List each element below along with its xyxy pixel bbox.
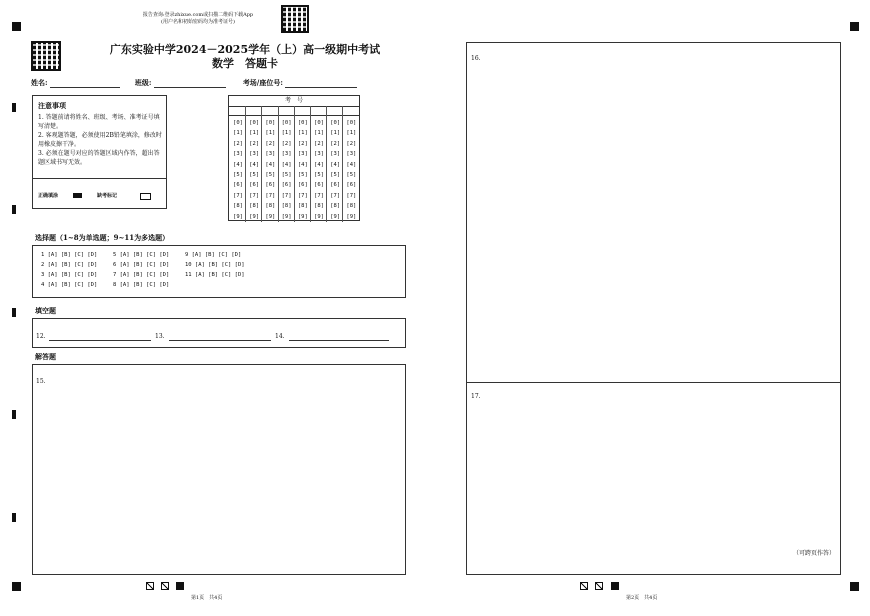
exam-id-column-divider: [342, 106, 343, 222]
q14-answer-line[interactable]: [289, 340, 389, 341]
registration-mark: [12, 22, 21, 31]
timing-mark: [12, 308, 16, 317]
name-field[interactable]: [50, 79, 120, 88]
choice-question-row[interactable]: 2 [A] [B] [C] [D]: [41, 262, 98, 268]
q12-label: 12.: [36, 333, 46, 340]
exam-id-digit-bubble[interactable]: [3]: [330, 151, 341, 158]
choice-question-row[interactable]: 11 [A] [B] [C] [D]: [185, 272, 245, 278]
notes-box: [32, 95, 167, 209]
exam-id-digit-bubble[interactable]: [5]: [233, 172, 243, 179]
exam-id-digit-bubble[interactable]: [4]: [314, 161, 324, 168]
exam-id-digit-bubble[interactable]: [1]: [346, 130, 357, 137]
exam-id-column-divider: [310, 106, 311, 222]
exam-id-digit-bubble[interactable]: [7]: [330, 192, 341, 199]
notice-line-2: (用户名和初始密码均为准考证号): [161, 19, 235, 25]
choice-heading: 选择题（1~8为单选题；9~11为多选题）: [35, 233, 170, 242]
exam-id-digit-bubble[interactable]: [3]: [346, 151, 357, 158]
timing-mark: [12, 103, 16, 112]
exam-id-digit-bubble[interactable]: [4]: [330, 161, 341, 168]
exam-id-column: [311, 118, 327, 222]
exam-id-digit-bubble[interactable]: [6]: [249, 182, 260, 189]
exam-id-digit-bubble[interactable]: [7]: [346, 192, 357, 199]
exam-id-digit-bubble[interactable]: [7]: [249, 192, 260, 199]
exam-id-digit-bubble[interactable]: [0]: [330, 120, 341, 126]
exam-id-digit-bubble[interactable]: [4]: [249, 161, 260, 168]
exam-id-digit-bubble[interactable]: [3]: [249, 151, 260, 158]
fill-heading: 填空题: [35, 306, 56, 315]
page-mark-box: [146, 582, 154, 590]
exam-id-digit-bubble[interactable]: [1]: [265, 130, 276, 137]
exam-id-digit-bubble[interactable]: [2]: [330, 140, 341, 147]
registration-mark: [12, 582, 21, 591]
notes-divider: [33, 178, 166, 179]
exam-id-digit-bubble[interactable]: [9]: [314, 213, 324, 220]
exam-id-digit-bubble[interactable]: [4]: [297, 161, 308, 168]
exam-id-column-divider: [245, 106, 246, 222]
choice-box: [32, 245, 406, 298]
name-label: 姓名:: [31, 78, 48, 87]
exam-id-digit-bubble[interactable]: [8]: [265, 203, 276, 210]
choice-question-row[interactable]: 3 [A] [B] [C] [D]: [41, 272, 98, 278]
exam-id-digit-columns: [230, 118, 360, 222]
exam-id-digit-bubble[interactable]: [2]: [297, 140, 308, 147]
timing-mark: [12, 513, 16, 522]
exam-id-digit-bubble[interactable]: [9]: [249, 213, 260, 220]
choice-question-row[interactable]: 5 [A] [B] [C] [D]: [113, 252, 170, 258]
missing-mark-label: 缺考标记: [97, 193, 118, 199]
notes-item-3: 3. 必须在题号对应的答题区域内作答，超出答题区域书写无效。: [38, 150, 160, 166]
exam-id-digit-bubble[interactable]: [0]: [314, 120, 324, 126]
notes-heading: 注意事项: [38, 101, 66, 110]
exam-id-digit-bubble[interactable]: [5]: [281, 172, 292, 179]
exam-id-digit-bubble[interactable]: [4]: [346, 161, 357, 168]
exam-id-digit-bubble[interactable]: [6]: [346, 182, 357, 189]
q17-answer-box[interactable]: [466, 382, 841, 575]
exam-id-digit-bubble[interactable]: [6]: [297, 182, 308, 189]
exam-id-digit-bubble[interactable]: [9]: [297, 213, 308, 220]
q15-label: 15.: [36, 378, 46, 385]
exam-id-digit-bubble[interactable]: [2]: [265, 140, 276, 147]
page-2-footer: 第2页 共4页: [626, 595, 658, 601]
exam-id-digit-bubble[interactable]: [2]: [233, 140, 243, 147]
exam-id-digit-bubble[interactable]: [9]: [265, 213, 276, 220]
class-label: 班级:: [134, 78, 152, 87]
exam-id-digit-bubble[interactable]: [1]: [281, 130, 292, 137]
exam-id-digit-bubble[interactable]: [2]: [281, 140, 292, 147]
info-line: [31, 78, 391, 88]
notes-item-2: 2. 客观题答题，必须使用2B铅笔填涂，修改时用橡皮擦干净。: [38, 132, 162, 148]
registration-mark: [850, 582, 859, 591]
exam-subtitle: 数学 答题卡: [212, 57, 278, 70]
q15-answer-box[interactable]: [32, 364, 406, 575]
exam-id-digit-bubble[interactable]: [4]: [281, 161, 292, 168]
exam-id-digit-bubble[interactable]: [8]: [233, 203, 243, 210]
exam-id-digit-bubble[interactable]: [8]: [281, 203, 292, 210]
q14-label: 14.: [275, 333, 285, 340]
exam-id-digit-bubble[interactable]: [0]: [249, 120, 260, 126]
timing-mark: [12, 410, 16, 419]
correct-fill-example: [73, 193, 82, 198]
exam-id-digit-bubble[interactable]: [9]: [330, 213, 341, 220]
missing-mark-box[interactable]: [140, 193, 151, 200]
exam-id-column-divider: [261, 106, 262, 222]
exam-id-digit-bubble[interactable]: [7]: [281, 192, 292, 199]
exam-id-digit-bubble[interactable]: [5]: [265, 172, 276, 179]
exam-id-digit-bubble[interactable]: [3]: [297, 151, 308, 158]
registration-mark: [850, 22, 859, 31]
exam-id-digit-bubble[interactable]: [4]: [265, 161, 276, 168]
exam-id-digit-bubble[interactable]: [0]: [281, 120, 292, 126]
choice-question-row[interactable]: 9 [A] [B] [C] [D]: [185, 252, 242, 258]
q16-answer-box[interactable]: [466, 42, 841, 383]
exam-id-digit-bubble[interactable]: [2]: [346, 140, 357, 147]
exam-id-column: [343, 118, 359, 222]
class-field[interactable]: [154, 79, 226, 88]
exam-id-column: [295, 118, 311, 222]
fill-box: [32, 318, 406, 348]
app-qr-code[interactable]: [281, 5, 309, 33]
choice-question-row[interactable]: 8 [A] [B] [C] [D]: [113, 282, 170, 288]
page-mark-box: [611, 582, 619, 590]
exam-id-digit-bubble[interactable]: [8]: [330, 203, 341, 210]
exam-id-column: [262, 118, 278, 222]
exam-id-grid: [228, 95, 360, 221]
exam-id-column: [327, 118, 343, 222]
exam-id-digit-bubble[interactable]: [0]: [297, 120, 308, 126]
exam-id-digit-bubble[interactable]: [3]: [314, 151, 324, 158]
exam-id-digit-bubble[interactable]: [3]: [233, 151, 243, 158]
exam-id-digit-bubble[interactable]: [9]: [281, 213, 292, 220]
exam-id-column: [246, 118, 262, 222]
exam-id-digit-bubble[interactable]: [7]: [314, 192, 324, 199]
exam-id-digit-bubble[interactable]: [7]: [297, 192, 308, 199]
cross-page-note: （可跨页作答）: [792, 550, 835, 557]
q16-label: 16.: [471, 55, 481, 62]
exam-id-digit-bubble[interactable]: [8]: [297, 203, 308, 210]
choice-question-row[interactable]: 7 [A] [B] [C] [D]: [113, 272, 170, 278]
exam-id-digit-bubble[interactable]: [7]: [265, 192, 276, 199]
page-mark-box: [161, 582, 169, 590]
exam-id-digit-bubble[interactable]: [5]: [330, 172, 341, 179]
choice-question-row[interactable]: 10 [A] [B] [C] [D]: [185, 262, 245, 268]
page-mark-box: [176, 582, 184, 590]
choice-question-row[interactable]: 4 [A] [B] [C] [D]: [41, 282, 98, 288]
room-label: 考场/座位号:: [242, 78, 283, 87]
correct-fill-label: 正确填涂: [38, 193, 59, 199]
exam-id-digit-bubble[interactable]: [5]: [314, 172, 324, 179]
exam-id-digit-bubble[interactable]: [2]: [249, 140, 260, 147]
q13-label: 13.: [155, 333, 165, 340]
exam-id-digit-bubble[interactable]: [8]: [249, 203, 260, 210]
download-notice: [118, 12, 278, 26]
exam-id-digit-bubble[interactable]: [1]: [330, 130, 341, 137]
page-1-footer: 第1页 共4页: [191, 595, 223, 601]
choice-question-row[interactable]: 1 [A] [B] [C] [D]: [41, 252, 98, 258]
room-field[interactable]: [285, 79, 357, 88]
exam-id-digit-bubble[interactable]: [2]: [314, 140, 324, 147]
exam-id-digit-bubble[interactable]: [6]: [265, 182, 276, 189]
exam-id-digit-bubble[interactable]: [1]: [314, 130, 324, 137]
exam-id-digit-bubble[interactable]: [8]: [346, 203, 357, 210]
exam-id-digit-bubble[interactable]: [7]: [233, 192, 243, 199]
exam-id-digit-bubble[interactable]: [5]: [297, 172, 308, 179]
exam-id-digit-bubble[interactable]: [3]: [281, 151, 292, 158]
exam-id-column-divider: [278, 106, 279, 222]
exam-id-digit-bubble[interactable]: [6]: [330, 182, 341, 189]
exam-id-column-divider: [294, 106, 295, 222]
student-qr-code: [31, 41, 61, 71]
exam-id-header: 考 号: [229, 96, 359, 107]
exam-id-digit-bubble[interactable]: [1]: [233, 130, 243, 137]
page-mark-box: [580, 582, 588, 590]
choice-question-row[interactable]: 6 [A] [B] [C] [D]: [113, 262, 170, 268]
exam-id-digit-bubble[interactable]: [0]: [346, 120, 357, 126]
exam-title: 广东实验中学2024－2025学年（上）高一级期中考试: [109, 43, 381, 56]
exam-id-digit-bubble[interactable]: [1]: [249, 130, 260, 137]
exam-id-digit-bubble[interactable]: [0]: [233, 120, 243, 126]
timing-mark: [12, 205, 16, 214]
q13-answer-line[interactable]: [169, 340, 271, 341]
exam-id-digit-bubble[interactable]: [5]: [346, 172, 357, 179]
page-mark-box: [595, 582, 603, 590]
exam-id-column-divider: [326, 106, 327, 222]
exam-id-column: [279, 118, 295, 222]
exam-id-digit-bubble[interactable]: [0]: [265, 120, 276, 126]
answer-heading: 解答题: [35, 352, 56, 361]
q12-answer-line[interactable]: [49, 340, 151, 341]
exam-id-digit-bubble[interactable]: [9]: [233, 213, 243, 220]
exam-id-digit-bubble[interactable]: [1]: [297, 130, 308, 137]
notes-item-1: 1. 答题前请将姓名、班级、考场、准考证号填写清楚。: [38, 114, 160, 130]
q17-label: 17.: [471, 393, 481, 400]
exam-id-digit-bubble[interactable]: [3]: [265, 151, 276, 158]
exam-id-digit-bubble[interactable]: [6]: [281, 182, 292, 189]
exam-id-digit-bubble[interactable]: [4]: [233, 161, 243, 168]
exam-id-digit-bubble[interactable]: [6]: [233, 182, 243, 189]
exam-id-column: [230, 118, 246, 222]
notice-line-1: 报告查询:登录zhixue.com或扫描二维码下载App: [142, 12, 254, 18]
exam-id-digit-bubble[interactable]: [5]: [249, 172, 260, 179]
exam-id-digit-bubble[interactable]: [8]: [314, 203, 324, 210]
exam-id-digit-bubble[interactable]: [9]: [346, 213, 357, 220]
exam-id-digit-bubble[interactable]: [6]: [314, 182, 324, 189]
